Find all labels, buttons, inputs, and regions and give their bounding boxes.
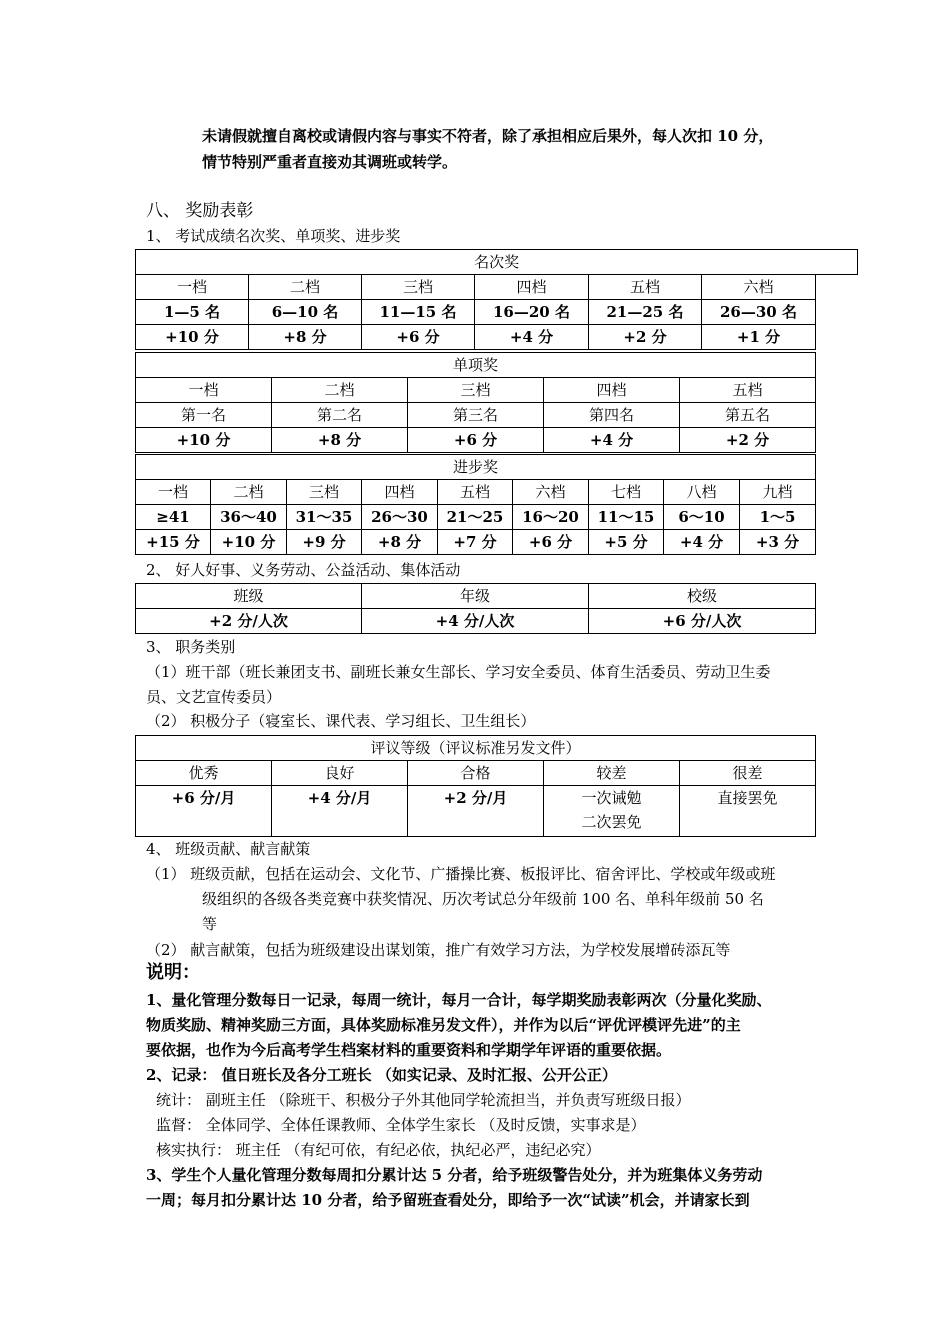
- table-cell: +8 分: [272, 428, 408, 453]
- table-cell: 第一名: [136, 403, 272, 428]
- table-cell: 四档: [475, 275, 589, 300]
- table-cell: 七档: [589, 480, 664, 505]
- table-cell: +10 分: [136, 428, 272, 453]
- table-cell: +2 分: [589, 325, 702, 350]
- table-cell: 年级: [362, 584, 589, 609]
- table-cell: 二档: [272, 378, 408, 403]
- table-cell: +6 分: [513, 530, 589, 555]
- table-row: [136, 428, 816, 453]
- table-cell: 26～30: [362, 505, 438, 530]
- table-cell: 四档: [362, 480, 438, 505]
- table-cell: 二档: [211, 480, 287, 505]
- table-cell: 一档: [136, 378, 272, 403]
- rank-award-header: 名次奖: [136, 250, 858, 275]
- table-cell: 第四名: [544, 403, 680, 428]
- table-cell: +4 分: [475, 325, 589, 350]
- table-cell: 三档: [362, 275, 475, 300]
- progress-award-table: [135, 454, 816, 555]
- table-cell: 直接罢免: [680, 786, 816, 837]
- poor-rule-1: 一次诫勉: [581, 789, 642, 807]
- table-cell: 36～40: [211, 505, 287, 530]
- table-cell: 优秀: [136, 761, 272, 786]
- table-row: [136, 403, 816, 428]
- section-8-title: 八、 奖励表彰: [146, 201, 254, 221]
- table-cell: 良好: [272, 761, 408, 786]
- table-cell: 31～35: [287, 505, 362, 530]
- table-cell: +6 分/人次: [589, 609, 816, 634]
- note-1-line-1: 1、量化管理分数每日一记录，每周一统计，每月一合计，每学期奖励表彰两次（分量化奖励、: [146, 991, 772, 1009]
- table-cell: 三档: [287, 480, 362, 505]
- note-2-line-2: 统计： 副班主任 （除班干、积极分子外其他同学轮流担当，并负责写班级日报）: [156, 1091, 691, 1109]
- table-cell: 21～25: [438, 505, 513, 530]
- award-table: [135, 249, 858, 275]
- table-cell: +4 分: [664, 530, 740, 555]
- table-cell: [544, 786, 680, 837]
- table-cell: 26—30 名: [702, 300, 816, 325]
- notes-title: 说明：: [146, 962, 200, 983]
- table-row: [136, 325, 816, 350]
- single-award-table: [135, 352, 816, 453]
- table-cell: +6 分: [362, 325, 475, 350]
- table-cell: +10 分: [136, 325, 249, 350]
- table-cell: 一档: [136, 275, 249, 300]
- table-cell: 四档: [544, 378, 680, 403]
- subsection-1-title: 1、 考试成绩名次奖、单项奖、进步奖: [146, 227, 401, 245]
- table-cell: 较差: [544, 761, 680, 786]
- table-cell: 六档: [702, 275, 816, 300]
- progress-award-header: 进步奖: [136, 455, 816, 480]
- table-cell: 五档: [680, 378, 816, 403]
- table-row: [136, 300, 816, 325]
- table-cell: +8 分: [249, 325, 362, 350]
- table-cell: 五档: [589, 275, 702, 300]
- table-cell: 合格: [408, 761, 544, 786]
- table-cell: 六档: [513, 480, 589, 505]
- table-cell: +9 分: [287, 530, 362, 555]
- table-cell: 16—20 名: [475, 300, 589, 325]
- table-cell: 八档: [664, 480, 740, 505]
- note-2-line-1: 2、记录： 值日班长及各分工班长 （如实记录、及时汇报、公开公正）: [146, 1066, 617, 1084]
- table-row: [136, 505, 816, 530]
- intro-line-2: 情节特别严重者直接劝其调班或转学。: [202, 153, 458, 171]
- table-cell: 二档: [249, 275, 362, 300]
- table-cell: +5 分: [589, 530, 664, 555]
- note-1-line-2: 物质奖励、精神奖励三方面，具体奖励标准另发文件），并作为以后“评优评模评先进”的主: [146, 1016, 741, 1034]
- table-row: [136, 378, 816, 403]
- table-cell: 21—25 名: [589, 300, 702, 325]
- advice-line: （2） 献言献策，包括为班级建设出谋划策，推广有效学习方法，为学校发展增砖添瓦等: [146, 941, 731, 959]
- activist-line: （2） 积极分子（寝室长、课代表、学习组长、卫生组长）: [146, 712, 536, 730]
- cadre-line-1: （1）班干部（班长兼团支书、副班长兼女生部长、学习安全委员、体育生活委员、劳动卫生委: [146, 663, 771, 681]
- table-cell: 1—5 名: [136, 300, 249, 325]
- table-cell: 三档: [408, 378, 544, 403]
- table-cell: +2 分/月: [408, 786, 544, 837]
- poor-rule-2: 二次罢免: [581, 813, 642, 831]
- evaluation-table: [135, 735, 816, 837]
- table-cell: 11—15 名: [362, 300, 475, 325]
- table-row: [136, 761, 816, 786]
- table-cell: +4 分: [544, 428, 680, 453]
- table-cell: +3 分: [740, 530, 816, 555]
- table-cell: +4 分/人次: [362, 609, 589, 634]
- subsection-2-title: 2、 好人好事、义务劳动、公益活动、集体活动: [146, 561, 461, 579]
- evaluation-header: 评议等级（评议标准另发文件）: [136, 736, 816, 761]
- table-cell: +8 分: [362, 530, 438, 555]
- table-row: [136, 786, 816, 837]
- table-cell: 校级: [589, 584, 816, 609]
- activity-table: [135, 583, 816, 634]
- table-cell: 6—10 名: [249, 300, 362, 325]
- table-row: [136, 480, 816, 505]
- note-3-line-2: 一周；每月扣分累计达 10 分者，给予留班查看处分，即给予一次“试读”机会，并请家长到: [146, 1191, 750, 1209]
- table-row: [136, 584, 816, 609]
- table-row: [136, 275, 816, 300]
- table-cell: 第五名: [680, 403, 816, 428]
- table-cell: +6 分: [408, 428, 544, 453]
- table-cell: 一档: [136, 480, 211, 505]
- subsection-3-title: 3、 职务类别: [146, 638, 236, 656]
- table-cell: 16～20: [513, 505, 589, 530]
- table-cell: ≥41: [136, 505, 211, 530]
- table-cell: +7 分: [438, 530, 513, 555]
- table-cell: 九档: [740, 480, 816, 505]
- table-cell: 1～5: [740, 505, 816, 530]
- table-cell: 五档: [438, 480, 513, 505]
- table-cell: +2 分: [680, 428, 816, 453]
- table-row: [136, 609, 816, 634]
- cadre-line-2: 员、文艺宣传委员）: [146, 688, 282, 706]
- note-3-line-1: 3、学生个人量化管理分数每周扣分累计达 5 分者，给予班级警告处分，并为班集体义务劳动: [146, 1166, 763, 1184]
- table-row: [136, 250, 858, 275]
- table-cell: +15 分: [136, 530, 211, 555]
- table-cell: +6 分/月: [136, 786, 272, 837]
- note-2-line-4: 核实执行： 班主任 （有纪可依，有纪必依，执纪必严，违纪必究）: [156, 1141, 601, 1159]
- table-cell: +10 分: [211, 530, 287, 555]
- contribution-line-3: 等: [202, 915, 218, 933]
- contribution-line-2: 级组织的各级各类竞赛中获奖情况、历次考试总分年级前 100 名、单科年级前 50 名: [202, 890, 764, 908]
- table-row: [136, 736, 816, 761]
- table-cell: 第二名: [272, 403, 408, 428]
- table-row: [136, 455, 816, 480]
- table-cell: +4 分/月: [272, 786, 408, 837]
- table-cell: 6～10: [664, 505, 740, 530]
- note-1-line-3: 要依据，也作为今后高考学生档案材料的重要资料和学期学年评语的重要依据。: [146, 1041, 672, 1059]
- table-row: [136, 530, 816, 555]
- note-2-line-3: 监督： 全体同学、全体任课教师、全体学生家长 （及时反馈，实事求是）: [156, 1116, 646, 1134]
- table-cell: 第三名: [408, 403, 544, 428]
- table-cell: +1 分: [702, 325, 816, 350]
- subsection-4-title: 4、 班级贡献、献言献策: [146, 840, 311, 858]
- contribution-line-1: （1） 班级贡献，包括在运动会、文化节、广播操比赛、板报评比、宿舍评比、学校或年级或班: [146, 865, 776, 883]
- intro-line-1: 未请假就擅自离校或请假内容与事实不符者，除了承担相应后果外，每人次扣 10 分，: [202, 127, 774, 145]
- table-cell: +2 分/人次: [136, 609, 362, 634]
- rank-award-table: [135, 274, 816, 350]
- table-cell: 很差: [680, 761, 816, 786]
- single-award-header: 单项奖: [136, 353, 816, 378]
- table-cell: 班级: [136, 584, 362, 609]
- table-row: [136, 353, 816, 378]
- table-cell: 11～15: [589, 505, 664, 530]
